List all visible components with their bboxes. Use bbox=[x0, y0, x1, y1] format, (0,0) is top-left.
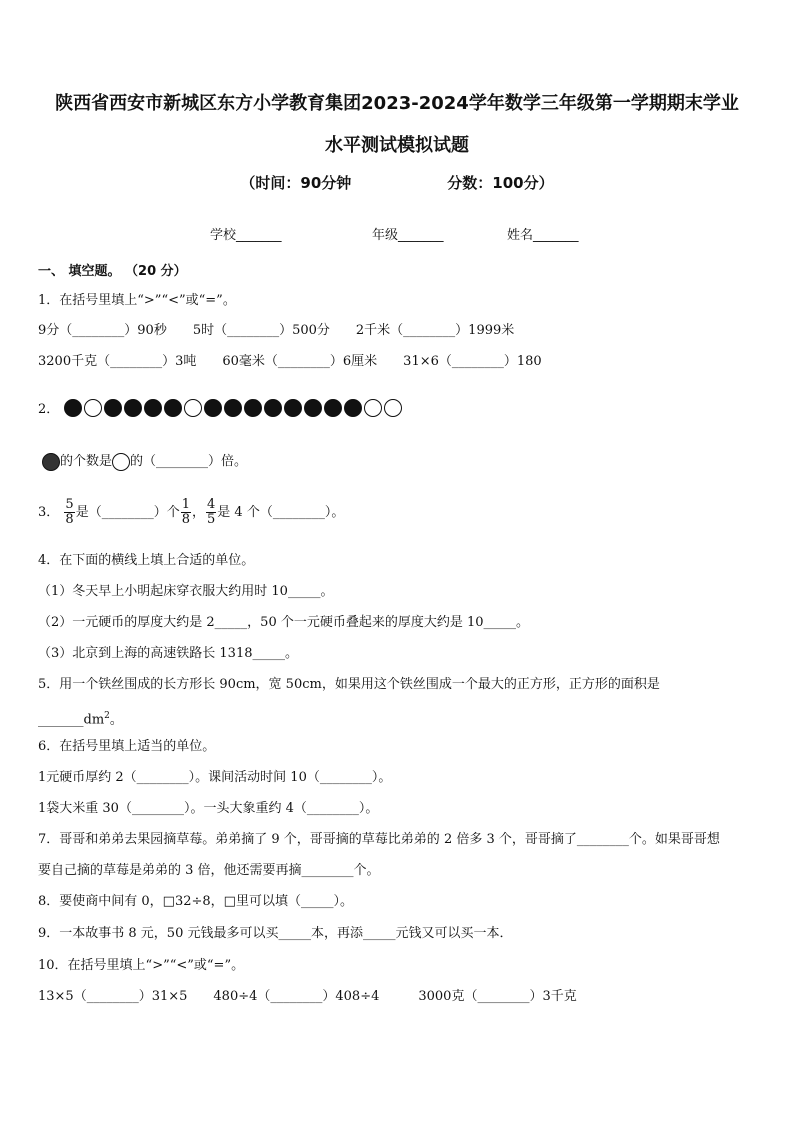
q7-line1: 7．哥哥和弟弟去果园摘草莓。弟弟摘了 9 个，哥哥摘的草莓比弟弟的 2 倍多 3 个，哥哥摘了________个。如果哥哥想 bbox=[38, 832, 720, 847]
q4-text: 4．在下面的横线上填上合适的单位。 bbox=[38, 553, 255, 568]
q2-question bbox=[42, 452, 247, 472]
fraction-4-5 bbox=[206, 498, 216, 527]
q5-end: 。 bbox=[109, 712, 123, 728]
school-field: 学校_______ bbox=[210, 228, 282, 243]
q8-text: 8．要使商中间有 0，□32÷8，□里可以填（_____）。 bbox=[38, 894, 353, 909]
q3-prefix: 3． bbox=[38, 505, 60, 520]
black-circle-icon bbox=[64, 399, 82, 417]
q5-answer: _______dm bbox=[38, 712, 105, 728]
black-circle-icon bbox=[304, 399, 322, 417]
section-heading: 一、 填空题。 （20 分） bbox=[38, 264, 187, 279]
q5-superscript: 2 bbox=[104, 711, 110, 721]
fraction-denominator: 8 bbox=[181, 512, 190, 527]
q10-row1: 13×5（________）31×5 480÷4（________）408÷4 3000克（________）3千克 bbox=[38, 989, 577, 1004]
q3-line bbox=[38, 497, 344, 529]
black-circle-icon bbox=[284, 399, 302, 417]
fraction-5-8 bbox=[64, 498, 74, 527]
exam-title-line2: 水平测试模拟试题 bbox=[325, 135, 469, 156]
grade-field: 年级_______ bbox=[372, 228, 444, 243]
q2-suffix1: 的个数是 bbox=[60, 454, 113, 469]
q4-part3: （3）北京到上海的高速铁路长 1318_____。 bbox=[38, 646, 298, 661]
q3-mid2: 是 4 个（________）。 bbox=[217, 505, 345, 520]
name-field: 姓名_______ bbox=[507, 228, 579, 243]
fraction-denominator: 8 bbox=[65, 512, 74, 527]
q4-part2: （2）一元硬币的厚度大约是 2_____，50 个一元硬币叠起来的厚度大约是 10_____。 bbox=[38, 615, 530, 630]
q2-number: 2． bbox=[38, 402, 60, 417]
exam-time: （时间：90分钟 bbox=[240, 174, 352, 192]
q6-text: 6．在括号里填上适当的单位。 bbox=[38, 739, 216, 754]
q3-sep: ， bbox=[192, 505, 206, 520]
fraction-denominator: 5 bbox=[207, 512, 216, 527]
fraction-numerator: 5 bbox=[65, 497, 74, 512]
exam-title-line1: 陕西省西安市新城区东方小学教育集团2023-2024学年数学三年级第一学期期末学业 bbox=[55, 93, 739, 114]
fraction-numerator: 1 bbox=[181, 497, 190, 512]
exam-score: 分数：100分） bbox=[447, 174, 554, 192]
white-circle-icon bbox=[184, 399, 202, 417]
q6-row2: 1袋大米重 30（________）。一头大象重约 4（________）。 bbox=[38, 801, 379, 816]
q2-suffix2: 的（________）倍。 bbox=[130, 454, 248, 469]
white-circle-icon bbox=[112, 453, 130, 471]
white-circle-icon bbox=[384, 399, 402, 417]
q5-text: 5．用一个铁丝围成的长方形长 90cm，宽 50cm，如果用这个铁丝围成一个最大的正方形，正方形的面积是 bbox=[38, 677, 660, 692]
q1-row1: 9分（________）90秒 5时（________）500分 2千米（________）1999米 bbox=[38, 323, 515, 338]
fraction-1-8 bbox=[181, 498, 191, 527]
q4-part1: （1）冬天早上小明起床穿衣服大约用时 10_____。 bbox=[38, 584, 334, 599]
black-circle-icon bbox=[204, 399, 222, 417]
black-circle-icon bbox=[42, 453, 60, 471]
q10-text: 10．在括号里填上“>”“<”或“=”。 bbox=[38, 958, 245, 973]
q2-dot-row bbox=[64, 397, 404, 421]
white-circle-icon bbox=[364, 399, 382, 417]
black-circle-icon bbox=[224, 399, 242, 417]
q6-row1: 1元硬币厚约 2（________）。课间活动时间 10（________）。 bbox=[38, 770, 392, 785]
time-score-line bbox=[0, 172, 794, 193]
q1-row2: 3200千克（________）3吨 60毫米（________）6厘米 31×6（________）180 bbox=[38, 354, 542, 369]
q1-text: 1．在括号里填上“>”“<”或“=”。 bbox=[38, 293, 236, 308]
black-circle-icon bbox=[264, 399, 282, 417]
q9-text: 9．一本故事书 8 元，50 元钱最多可以买_____本，再添_____元钱又可以买一本． bbox=[38, 926, 513, 941]
white-circle-icon bbox=[84, 399, 102, 417]
black-circle-icon bbox=[144, 399, 162, 417]
black-circle-icon bbox=[164, 399, 182, 417]
black-circle-icon bbox=[244, 399, 262, 417]
black-circle-icon bbox=[104, 399, 122, 417]
q7-line2: 要自己摘的草莓是弟弟的 3 倍，他还需要再摘________个。 bbox=[38, 863, 380, 878]
black-circle-icon bbox=[344, 399, 362, 417]
q5-answer-line bbox=[38, 708, 123, 728]
fraction-numerator: 4 bbox=[207, 497, 216, 512]
black-circle-icon bbox=[124, 399, 142, 417]
q3-mid1: 是（________）个 bbox=[75, 505, 180, 520]
black-circle-icon bbox=[324, 399, 342, 417]
